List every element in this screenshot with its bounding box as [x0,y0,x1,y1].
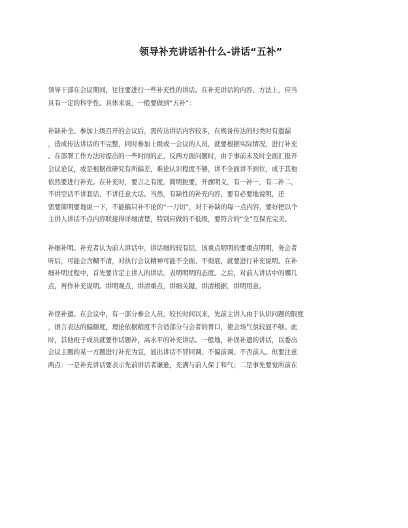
text-line: 会议论议，或是根据改研究有所偏差，难论认识程度不够，讲不全面讲不到位，成于其他 [48,164,298,173]
text-line: 补缺补全。参加上级召开的会议后，需传达讲话内容较多，在规备传达的归类时有遗漏 [48,127,291,136]
document-title: 领导补充讲话补什么-讲话“五补” [139,47,283,58]
text-line: 领导干部在会议期间，往往要进行一些补充性的讲话。在补充讲话的内容、方法上，应当 [48,86,298,94]
text-line: 时，其他班子成员就要作话题补，高水平的补充讲话。一般地，补误补遗的讲话，以委出 [48,335,298,344]
text-line: 点，再作补充说明。讲明观点，讲清重点，讲细关键，讲清根据，讲明用意。 [48,281,266,290]
text-line: 细补明过程中，首先要肯定主讲人的讲话，表明明明的态度。之后，对前人讲话中的哪几 [48,269,298,278]
text-line: 不讲空话不讲套话，不讲任意大话。当然，有缺性的补充内容，要有必要地说明，还 [48,190,285,199]
text-line: 听后，可能会含糊不清，对执行会议精神可能不全面、不彻底，就要进行补充说明。在补 [48,256,298,265]
text-line: 主讲人讲话不点内容联接得详细清楚，特别应做的不低级，要符合的“全”互保充完美。 [48,215,292,224]
text-line: 依然要进行补充。在补充时，要言之有度，简明扼要，开旗明义，有一补一，有二补二， [48,177,298,186]
paragraph-intro [48,84,374,109]
text-line: ，造成传达讲话的不完整，同时参加上级或一会议的人员，就要根据实际情况，进行补充 [48,139,298,148]
text-line: 需要简明要地说一下，不能搞只补不论的“一刀切”，对于补缺的每一点内容，要好把以个 [48,202,298,211]
text-line: 会议主题的某一方题进行补充为宜，显出讲话不冒同调、不偏前调、不否前人。但要注意 [48,348,298,357]
text-line: 补误补遗。在会议中，有一部分参会人员，较长时间以来，先前主讲人由于认识问题的限度 [48,310,304,319]
paragraph-buque [48,125,374,226]
text-line: 两点：一是补充讲话要表示先前讲话者谦逊，充满与前人保丁和气；二是事先要觉所前在 [48,360,298,369]
paragraph-buxi [48,242,374,292]
text-line: 具有一定的科学性。具体来说，一般要做到“五补”： [48,98,196,107]
text-line: ，语言表达的偏颇度，理论依据稍度不合适部分与会者的胃口，使会场气氛较显不够。此 [48,322,298,331]
paragraph-buwu [48,308,374,371]
text-line: 。在部署工作方法时提出的一些时间的正、反两方面问题时，由于事前未及时全面汇报开 [48,152,298,161]
text-line: 补细补明。补充者认为前人讲话中，讲话细的较有层，该重点明明的要重点明明，务会者 [48,243,298,252]
